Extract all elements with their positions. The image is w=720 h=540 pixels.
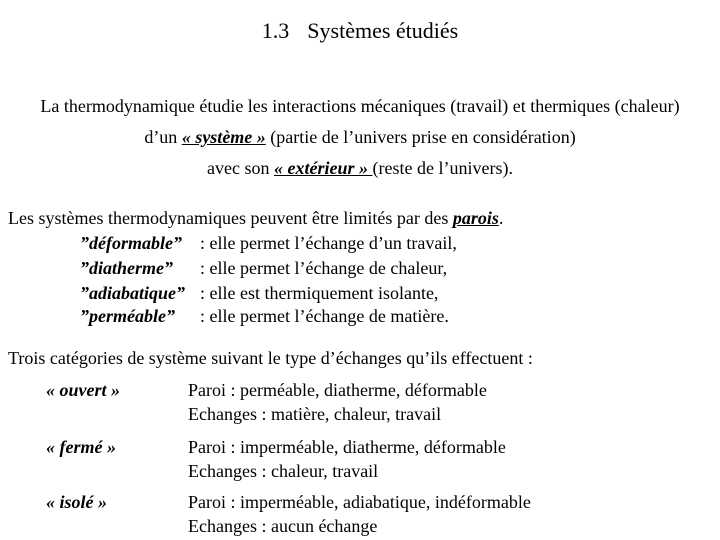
category-ouvert-echanges: Echanges : matière, chaleur, travail bbox=[188, 404, 442, 424]
wall-term: ”adiabatique” bbox=[80, 283, 186, 303]
section-title bbox=[0, 18, 720, 44]
wall-term: ”perméable” bbox=[80, 306, 175, 326]
term-systeme: « système » bbox=[181, 127, 266, 147]
intro-line-1: La thermodynamique étudie les interactions mécaniques (travail) et thermiques (chaleur) bbox=[40, 96, 680, 116]
category-ouvert-paroi: Paroi : perméable, diatherme, déformable bbox=[188, 380, 487, 400]
term-exterieur: « extérieur » bbox=[274, 158, 373, 178]
wall-desc: : elle est thermiquement isolante, bbox=[200, 283, 439, 303]
category-isole-echanges: Echanges : aucun échange bbox=[188, 516, 378, 536]
wall-term: ”déformable” bbox=[80, 233, 182, 253]
category-isole-paroi: Paroi : imperméable, adiabatique, indéformable bbox=[188, 492, 531, 512]
section-title-text: Systèmes étudiés bbox=[307, 18, 459, 43]
wall-item-diatherme bbox=[80, 258, 447, 279]
wall-desc: : elle permet l’échange d’un travail, bbox=[200, 233, 457, 253]
intro-line-3 bbox=[0, 158, 720, 179]
wall-item-adiabatique bbox=[80, 283, 438, 304]
wall-term: ”diatherme” bbox=[80, 258, 173, 278]
wall-desc: : elle permet l’échange de matière. bbox=[200, 306, 449, 326]
category-ferme-name: « fermé » bbox=[46, 437, 116, 457]
walls-intro bbox=[8, 208, 503, 229]
intro-line-2-post: (partie de l’univers prise en considération) bbox=[265, 127, 576, 147]
categories-intro: Trois catégories de système suivant le type d’échanges qu’ils effectuent : bbox=[8, 348, 533, 368]
category-ferme-paroi: Paroi : imperméable, diatherme, déformable bbox=[188, 437, 506, 457]
intro-line-2-pre: d’un bbox=[144, 127, 182, 147]
category-ouvert-name: « ouvert » bbox=[46, 380, 120, 400]
intro-line-2 bbox=[0, 127, 720, 148]
wall-desc: : elle permet l’échange de chaleur, bbox=[200, 258, 448, 278]
category-ferme-echanges: Echanges : chaleur, travail bbox=[188, 461, 379, 481]
intro-line-3-post: (reste de l’univers). bbox=[372, 158, 513, 178]
walls-intro-post: . bbox=[498, 208, 504, 228]
wall-item-permeable bbox=[80, 306, 449, 327]
term-parois: parois bbox=[452, 208, 499, 228]
walls-intro-pre: Les systèmes thermodynamiques peuvent être limités par des bbox=[8, 208, 453, 228]
intro-line-3-pre: avec son bbox=[207, 158, 275, 178]
section-number: 1.3 bbox=[261, 18, 290, 43]
wall-item-deformable bbox=[80, 233, 457, 254]
category-isole-name: « isolé » bbox=[46, 492, 107, 512]
